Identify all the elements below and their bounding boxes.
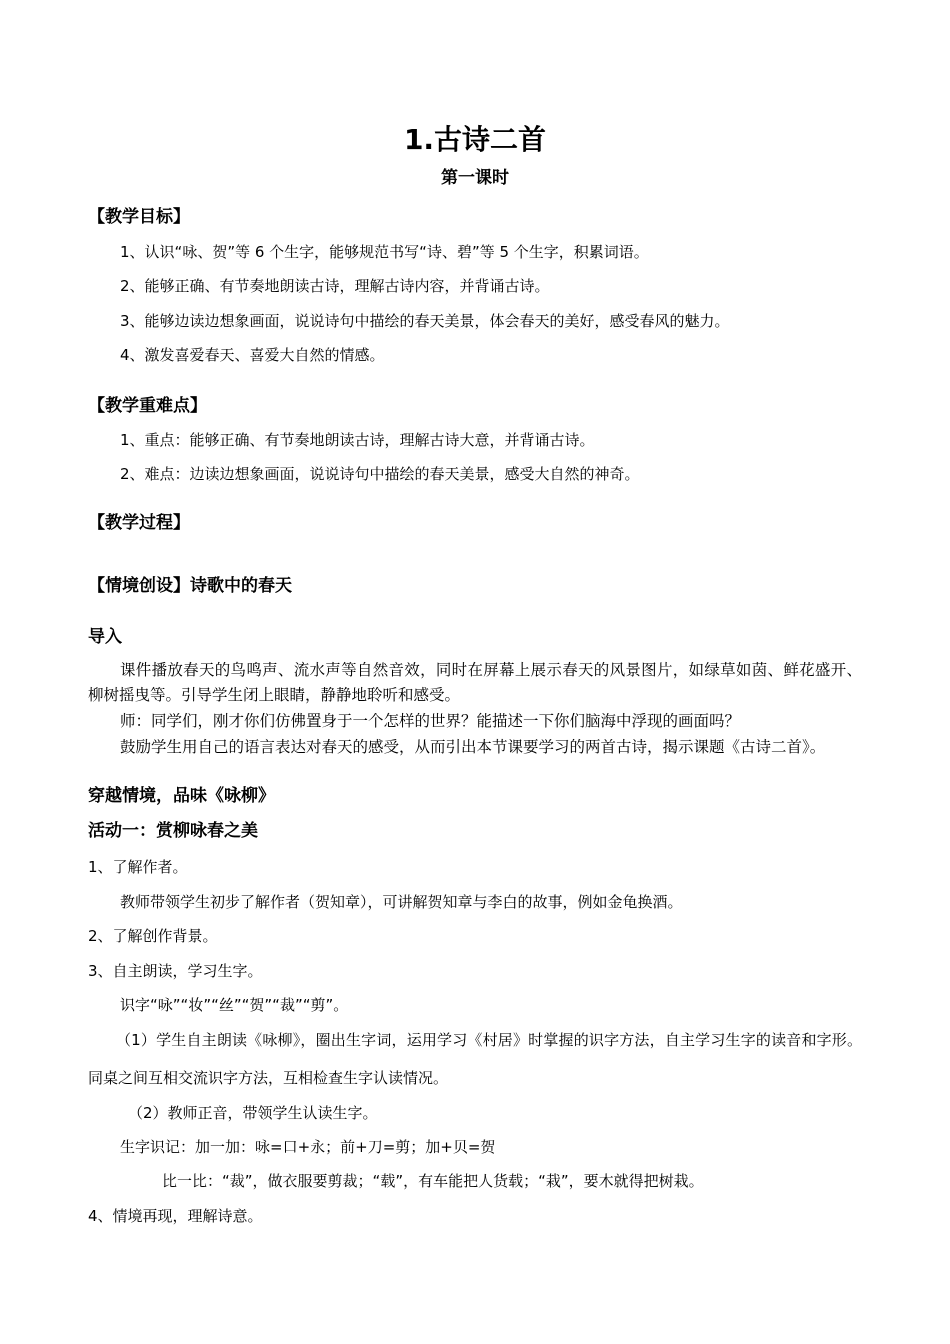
key-point-item: 2、难点：边读边想象画面，说说诗句中描绘的春天美景，感受大自然的神奇。 [120,465,640,483]
step-item: （1）学生自主朗读《咏柳》，圈出生字词，运用学习《村居》时掌握的识字方法，自主学习生字的读音和字形。同桌之间互相交流识字方法，互相检查生字认读情况。 [88,1031,862,1087]
objective-item: 1、认识“咏、贺”等 6 个生字，能够规范书写“诗、碧”等 5 个生字，积累词语。 [120,243,649,261]
step-item: 比一比：“裁”，做衣服要剪裁；“载”，有车能把人货载；“栽”，要木就得把树栽。 [162,1172,704,1190]
step-item: （2）教师正音，带领学生认读生字。 [128,1104,378,1122]
objective-item: 4、激发喜爱春天、喜爱大自然的情感。 [120,346,385,364]
intro-paragraph: 鼓励学生用自己的语言表达对春天的感受，从而引出本节课要学习的两首古诗，揭示课题《古诗二首》。 [120,738,826,756]
objective-item: 2、能够正确、有节奏地朗读古诗，理解古诗内容，并背诵古诗。 [120,277,550,295]
objectives-heading: 【教学目标】 [88,207,190,227]
step-item: 1、了解作者。 [88,858,188,876]
page-title: 1.古诗二首 [403,123,547,156]
key-point-item: 1、重点：能够正确、有节奏地朗读古诗，理解古诗大意，并背诵古诗。 [120,431,595,449]
intro-heading: 导入 [88,627,122,647]
step-item: 生字识记：加一加：咏=口+永；前+刀=剪；加+贝=贺 [120,1138,496,1156]
step-item: 4、情境再现，理解诗意。 [88,1207,263,1225]
activity-heading: 活动一：赏柳咏春之美 [88,821,258,841]
section-heading: 穿越情境，品味《咏柳》 [88,786,275,806]
intro-paragraph: 师：同学们，刚才你们仿佛置身于一个怎样的世界？能描述一下你们脑海中浮现的画面吗？ [120,712,741,730]
objective-item: 3、能够边读边想象画面，说说诗句中描绘的春天美景，体会春天的美好，感受春风的魅力。 [120,312,730,330]
process-heading: 【教学过程】 [88,513,190,533]
step-item: 2、了解创作背景。 [88,927,218,945]
step-item: 3、自主朗读，学习生字。 [88,962,263,980]
step-item: 教师带领学生初步了解作者（贺知章），可讲解贺知章与李白的故事，例如金龟换酒。 [120,893,683,911]
page-subtitle: 第一课时 [441,168,509,188]
key-points-heading: 【教学重难点】 [88,396,207,416]
step-item: 识字“咏”“妆”“丝”“贺”“裁”“剪”。 [120,996,349,1014]
intro-paragraph: 课件播放春天的鸟鸣声、流水声等自然音效，同时在屏幕上展示春天的风景图片，如绿草如茵、鲜花盛开、柳树摇曳等。引导学生闭上眼睛，静静地聆听和感受。 [88,661,862,704]
scenario-heading: 【情境创设】诗歌中的春天 [88,576,292,596]
